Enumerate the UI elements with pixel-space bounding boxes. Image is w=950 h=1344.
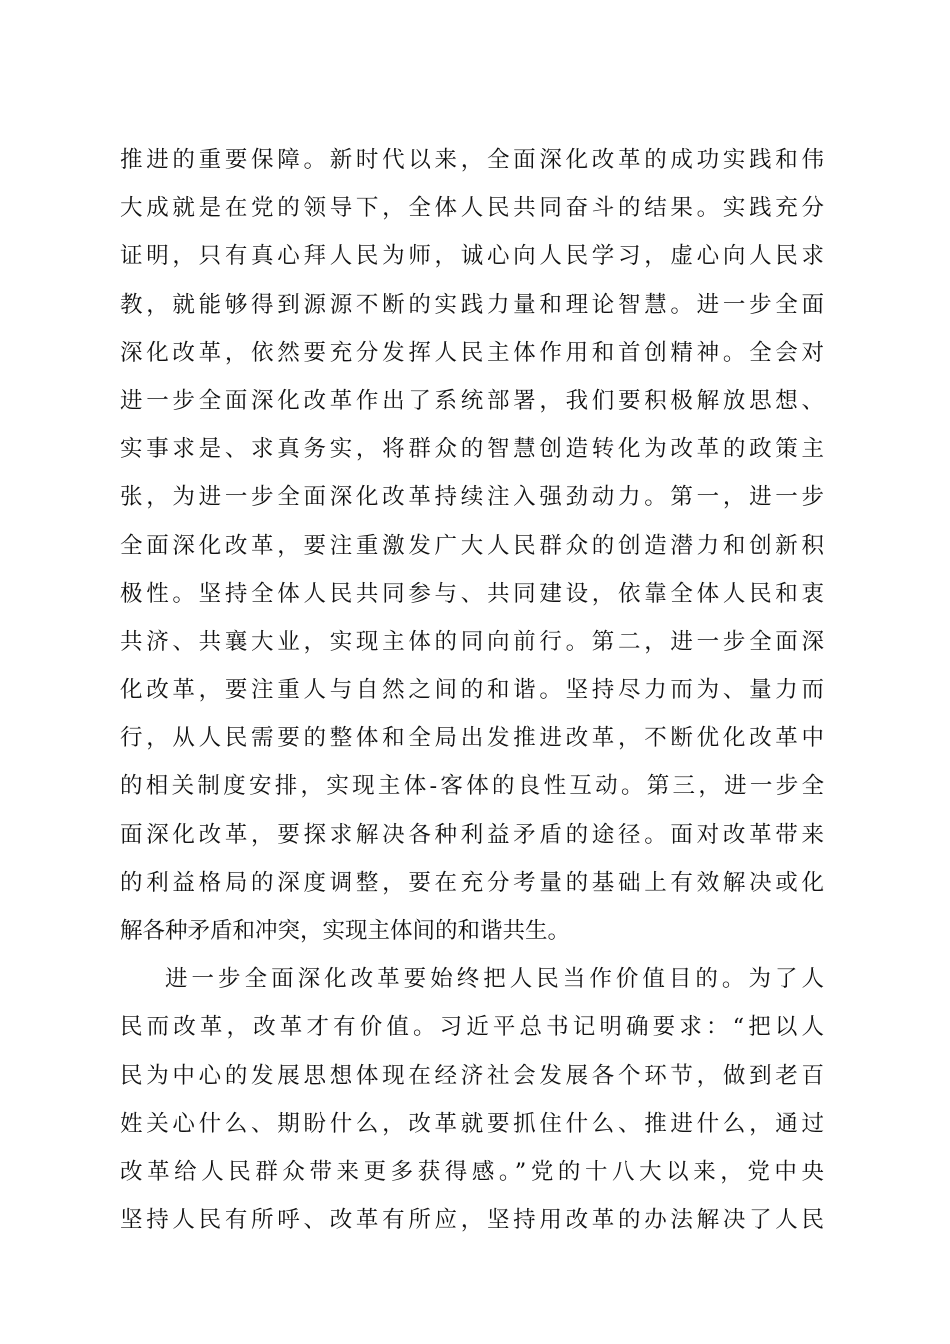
paragraph-1-line: 张，为进一步全面深化改革持续注入强劲动力。第一，进一步 xyxy=(120,484,824,511)
paragraph-1-line: 行，从人民需要的整体和全局出发推进改革，不断优化改革中 xyxy=(120,725,824,752)
paragraph-1-line: 大成就是在党的领导下，全体人民共同奋斗的结果。实践充分 xyxy=(120,195,824,222)
paragraph-1-line: 进一步全面深化改革作出了系统部署，我们要积极解放思想、 xyxy=(120,387,824,414)
paragraph-1-line: 解各种矛盾和冲突，实现主体间的和谐共生。 xyxy=(120,918,571,944)
paragraph-2-line: 民为中心的发展思想体现在经济社会发展各个环节，做到老百 xyxy=(120,1062,824,1089)
paragraph-2-line: 民而改革，改革才有价值。习近平总书记明确要求：“把以人 xyxy=(120,1014,824,1041)
paragraph-1-line: 的相关制度安排，实现主体-客体的良性互动。第三，进一步全 xyxy=(120,773,824,800)
paragraph-1-line: 面深化改革，要探求解决各种利益矛盾的途径。面对改革带来 xyxy=(120,821,824,848)
paragraph-1-line: 证明，只有真心拜人民为师，诚心向人民学习，虚心向人民求 xyxy=(120,243,824,270)
paragraph-1-line: 深化改革，依然要充分发挥人民主体作用和首创精神。全会对 xyxy=(120,339,824,366)
paragraph-1-line: 实事求是、求真务实，将群众的智慧创造转化为改革的政策主 xyxy=(120,436,824,463)
body-text xyxy=(120,136,824,1244)
paragraph-1-line: 的利益格局的深度调整，要在充分考量的基础上有效解决或化 xyxy=(120,869,824,896)
paragraph-2-line: 姓关心什么、期盼什么，改革就要抓住什么、推进什么，通过 xyxy=(120,1110,824,1137)
paragraph-1-line: 教，就能够得到源源不断的实践力量和理论智慧。进一步全面 xyxy=(120,291,824,318)
paragraph-1-line: 极性。坚持全体人民共同参与、共同建设，依靠全体人民和衷 xyxy=(120,580,824,607)
paragraph-1-line: 化改革，要注重人与自然之间的和谐。坚持尽力而为、量力而 xyxy=(120,677,824,704)
paragraph-1-line: 全面深化改革，要注重激发广大人民群众的创造潜力和创新积 xyxy=(120,532,824,559)
paragraph-1-line: 推进的重要保障。新时代以来，全面深化改革的成功实践和伟 xyxy=(120,147,824,173)
paragraph-2-line: 改革给人民群众带来更多获得感。”党的十八大以来，党中央 xyxy=(120,1158,824,1185)
paragraph-2-line: 进一步全面深化改革要始终把人民当作价值目的。为了人 xyxy=(165,966,824,993)
paragraph-1-line: 共济、共襄大业，实现主体的同向前行。第二，进一步全面深 xyxy=(120,628,824,655)
paragraph-2-line: 坚持人民有所呼、改革有所应，坚持用改革的办法解决了人民 xyxy=(120,1207,824,1234)
